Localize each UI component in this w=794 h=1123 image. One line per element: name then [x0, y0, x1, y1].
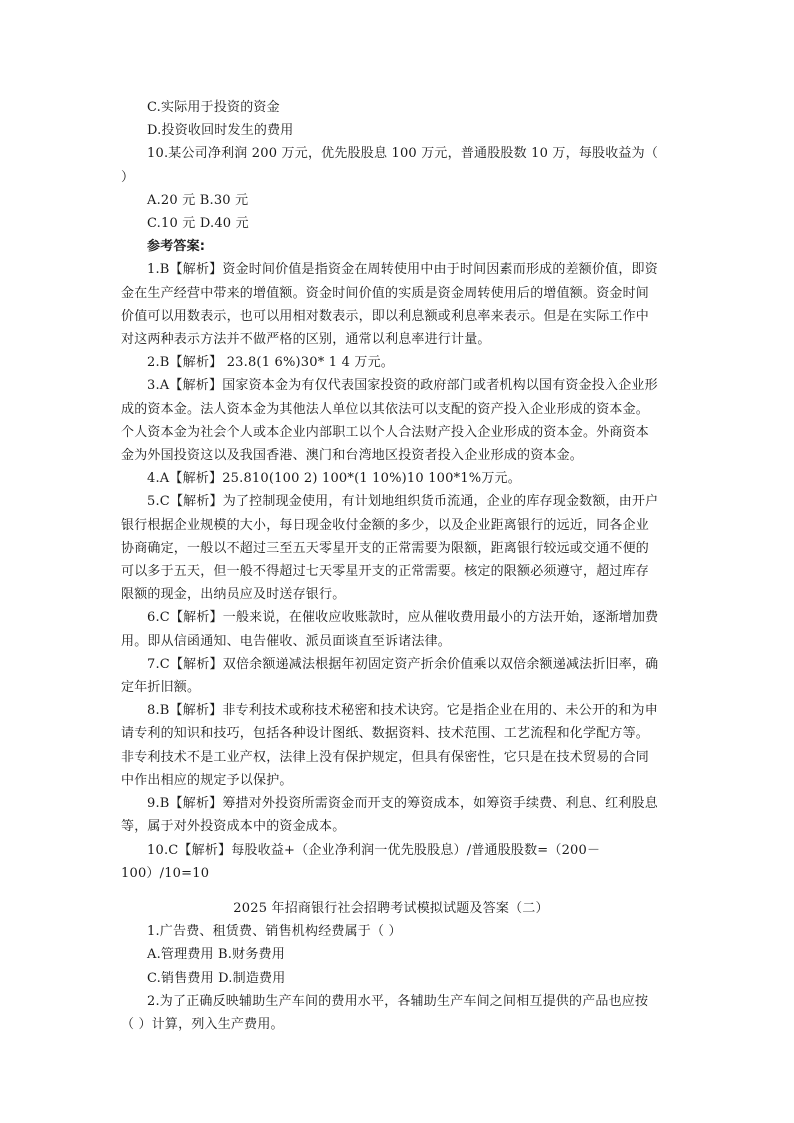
section-title: 2025 年招商银行社会招聘考试模拟试题及答案（二）	[233, 900, 549, 916]
option-line: D.投资收回时发生的费用	[147, 123, 294, 139]
option-line: C.销售费用 D.制造费用	[147, 970, 286, 986]
answers-heading: 参考答案:	[147, 239, 206, 255]
answer-paragraph: 7.C【解析】双倍余额递减法根据年初固定资产折余价值乘以双倍余额递减法折旧率，确定年折旧额。	[121, 656, 659, 696]
answer-paragraph: 9.B【解析】筹措对外投资所需资金而开支的筹资成本，如筹资手续费、利息、红利股息等，属于对外投资成本中的资金成本。	[121, 796, 658, 835]
answer-paragraph: 1.B【解析】资金时间价值是指资金在周转使用中由于时间因素而形成的差额价值，即资金在生产经营中带来的增值额。资金时间价值的实质是资金周转使用后的增值额。资金时间价值可以用数表示，也可以用相对数表示，即以利息额或利息率来表示。但是在实际工作中对这两种表示方法并不做严格的区别，通常以利息率进行计量。	[121, 262, 658, 348]
option-line: C.10 元 D.40 元	[147, 216, 249, 232]
answer-paragraph: 4.A【解析】25.810(100 2) 100*(1 10%)10 100*1%万元。	[147, 471, 521, 487]
answer-paragraph: 8.B【解析】非专利技术或称技术秘密和技术诀窍。它是指企业在用的、未公开的和为申请专利的知识和技巧，包括各种设计图纸、数据资料、技术范围、工艺流程和化学配方等。非专利技术不是工业产权，法律上没有保护规定，但具有保密性，它只是在技术贸易的合同中作出相应的规定予以保护。	[121, 703, 658, 788]
answer-paragraph: 2.B【解析】 23.8(1 6%)30* 1 4 万元。	[147, 355, 394, 371]
document-body	[121, 96, 661, 1036]
answer-paragraph: 10.C【解析】每股收益+（企业净利润一优先股股息）/普通股股数=（200－100）/10=10	[121, 842, 601, 881]
answer-paragraph: 6.C【解析】一般来说，在催收应收账款时，应从催收费用最小的方法开始，逐渐增加费用。即从信函通知、电告催收、派员面谈直至诉诸法律。	[121, 610, 659, 649]
answer-paragraph: 3.A【解析】国家资本金为有仅代表国家投资的政府部门或者机构以国有资金投入企业形成的资本金。法人资本金为其他法人单位以其依法可以支配的资产投入企业形成的资本金。个人资本金为社会个人或本企业内部职工以个人合法财产投入企业形成的资本金。外商资本金为外国投资这以及我国香港、澳门和台湾地区投资者投入企业形成的资本金。	[121, 378, 658, 464]
option-line: A.20 元 B.30 元	[147, 192, 249, 208]
option-line: C.实际用于投资的资金	[147, 100, 280, 115]
option-line: A.管理费用 B.财务费用	[147, 947, 285, 963]
question-line: 2.为了正确反映辅助生产车间的费用水平，各辅助生产车间之间相互提供的产品也应按（ ）计算，列入生产费用。	[121, 993, 649, 1032]
question-line: 10.某公司净利润 200 万元，优先股股息 100 万元，普通股股数 10 万，每股收益为（ ）	[121, 146, 659, 185]
question-line: 1.广告费、租赁费、销售机构经费属于（ ）	[147, 924, 402, 940]
answer-paragraph: 5.C【解析】为了控制现金使用，有计划地组织货币流通，企业的库存现金数额，由开户银行根据企业规模的大小，每日现金收付金额的多少，以及企业距离银行的远近，同各企业协商确定，一般以不超过三至五天零星开支的正常需要为限额，距离银行较远或交通不便的可以多于五天，但一般不得超过七天零星开支的正常需要。核定的限额必须遵守，超过库存限额的现金，出纳员应及时送存银行。	[121, 494, 659, 603]
